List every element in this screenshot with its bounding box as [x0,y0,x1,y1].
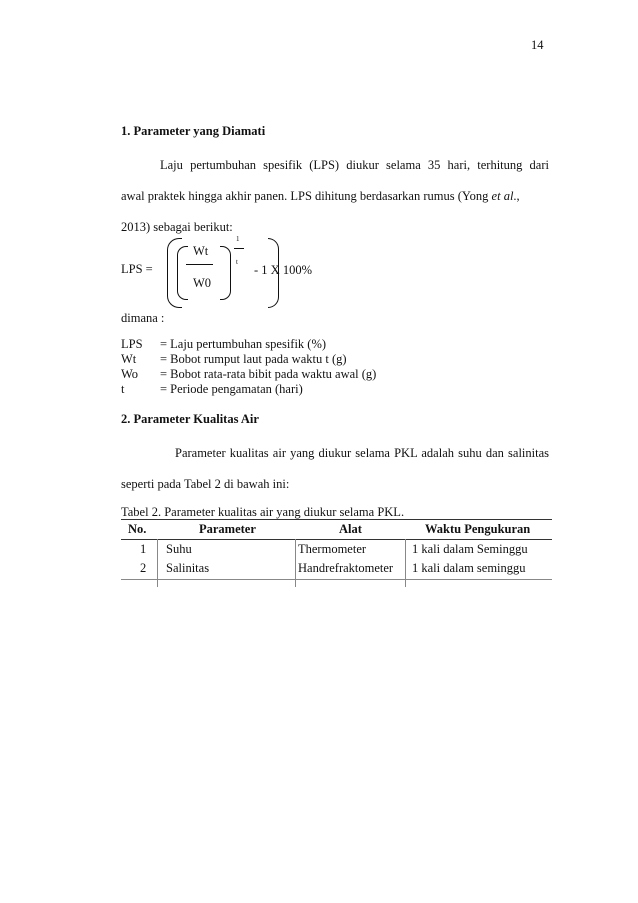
section1-heading: 1. Parameter yang Diamati [121,124,266,138]
formula-exponent-denominator: t [236,258,238,266]
table-caption: Tabel 2. Parameter kualitas air yang diukur selama PKL. [121,505,405,519]
table-cell: Suhu [166,542,192,556]
formula-exponent-numerator: 1 [236,235,240,243]
definition-symbol: Wo [121,367,139,381]
definition-symbol: LPS [121,337,143,351]
table-cell: 1 kali dalam Seminggu [412,542,528,556]
formula-lhs: LPS = [121,262,153,276]
section1-para-line2-tail: ., [513,189,520,203]
table-cell: 2 [140,561,147,575]
definition-text: = Bobot rumput laut pada waktu t (g) [160,352,347,366]
table-header-waktu: Waktu Pengukuran [425,522,531,536]
definition-text: = Bobot rata-rata bibit pada waktu awal (g) [160,367,377,381]
table-column-divider [405,539,406,587]
definition-symbol: Wt [121,352,137,366]
formula-fraction-bar [186,264,213,265]
table-column-divider [157,539,158,587]
definition-text: = Periode pengamatan (hari) [160,382,303,396]
section1-para-line2 [121,189,549,204]
table-cell: Handrefraktometer [298,561,394,575]
where-label: dimana : [121,311,165,325]
formula-tail: - 1 X 100% [254,263,312,277]
formula-denominator: W0 [193,276,212,290]
definition-text: = Laju pertumbuhan spesifik (%) [160,337,327,351]
table-header-rule [121,539,552,540]
table-top-rule [121,519,552,520]
table-cell: Salinitas [166,561,210,575]
table-cell: Thermometer [298,542,367,556]
table-cell: 1 [140,542,147,556]
formula-inner-bracket-left [177,246,188,300]
page-number: 14 [531,38,544,52]
table-cell: 1 kali dalam seminggu [412,561,526,575]
section2-para-line2: seperti pada Tabel 2 di bawah ini: [121,477,290,491]
formula-numerator: Wt [193,244,209,258]
definition-symbol: t [121,382,125,396]
table-header-parameter: Parameter [199,522,256,536]
section2-para-line1: Parameter kualitas air yang diukur selama PKL adalah suhu dan salinitas [175,446,549,460]
section1-para-line2-text: awal praktek hingga akhir panen. LPS dihitung berdasarkan rumus (Yong [121,189,492,203]
table-bottom-rule [121,579,552,580]
table-header-no: No. [128,522,147,536]
section1-para-line1: Laju pertumbuhan spesifik (LPS) diukur selama 35 hari, terhitung dari [160,158,549,172]
table-header-alat: Alat [339,522,362,536]
section2-heading: 2. Parameter Kualitas Air [121,412,259,426]
table-column-divider [295,539,296,587]
section1-para-line2-italic: et al [491,189,514,203]
formula-exponent-bar [234,248,244,249]
formula-inner-bracket-right [220,246,231,300]
section1-para-line3: 2013) sebagai berikut: [121,220,233,234]
